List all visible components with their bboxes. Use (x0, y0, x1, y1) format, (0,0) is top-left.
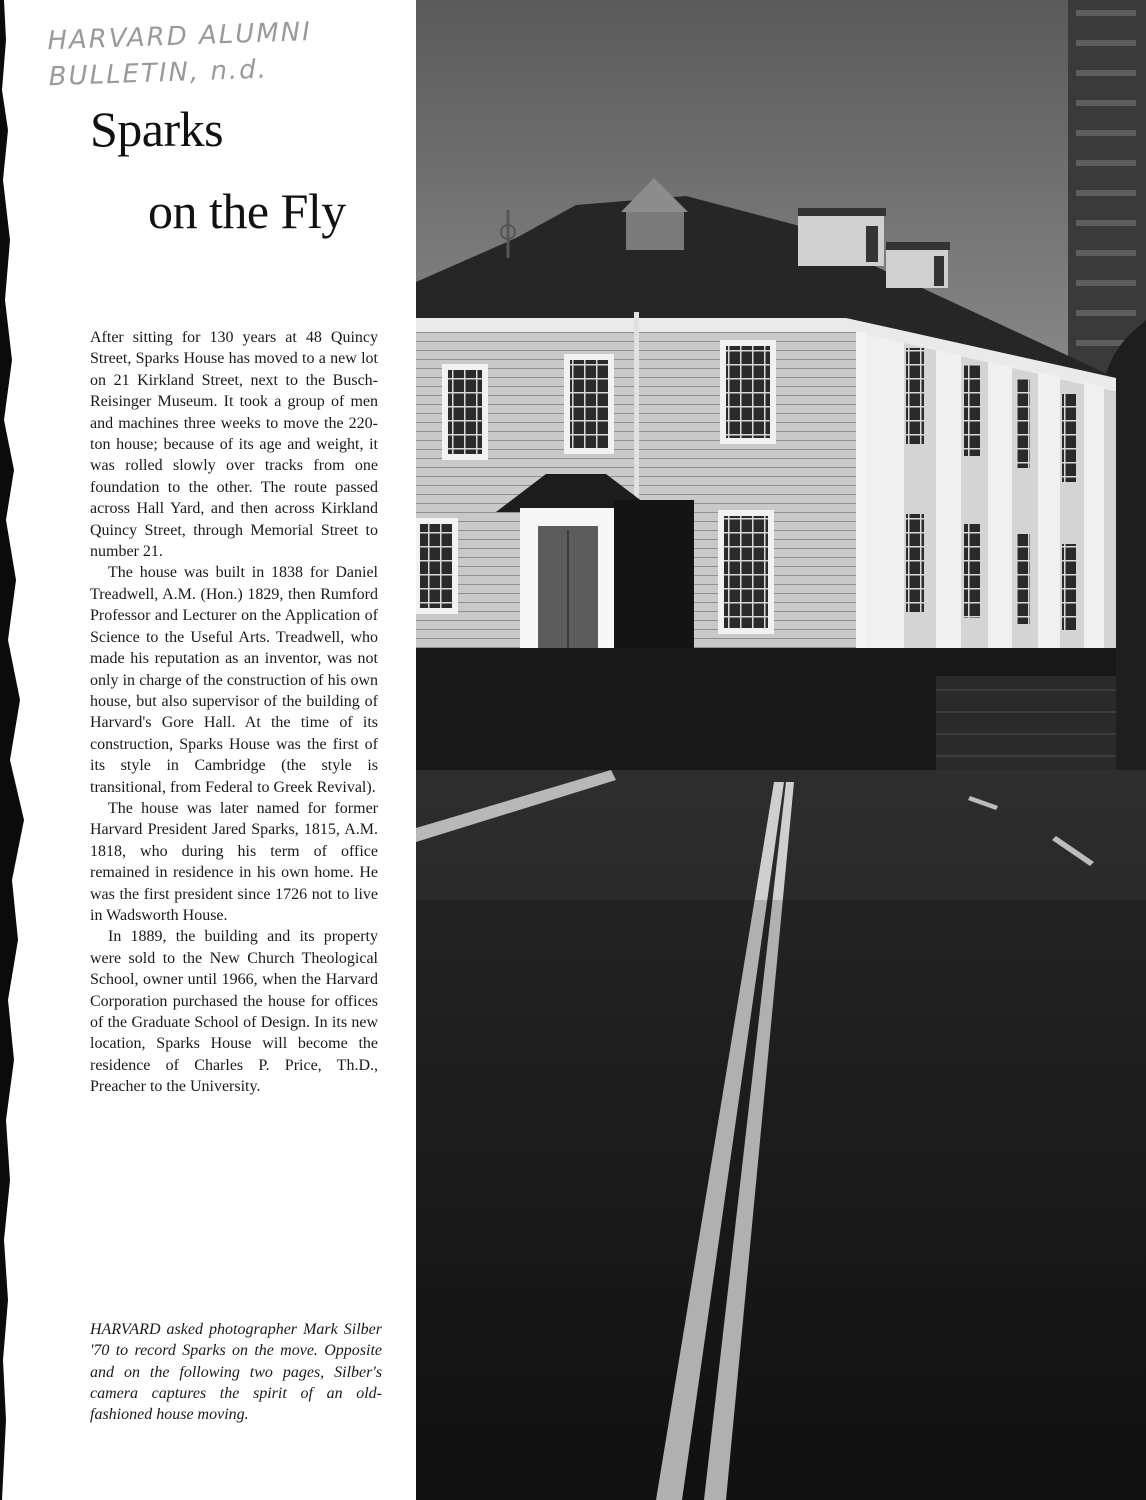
handwritten-line-1: HARVARD ALUMNI (46, 17, 313, 57)
window (720, 340, 776, 444)
article-paragraph: After sitting for 130 years at 48 Quincy Street, Sparks House has moved to a new lot on 21 Kirkland Street, next to the Busch-Reisinger Museum. It took a group of men and machines three weeks to move the 220-ton house; because of its age and weight, it was rolled slowly over tracks from one foundation to the other. The route passed across Hall Yard, and then across Kirkland Quincy Street, through Memorial Street to number 21. (90, 329, 378, 561)
article-paragraph: The house was built in 1838 for Daniel Treadwell, A.M. (Hon.) 1829, then Rumford Professor and Lecturer on the Application of Science to the Useful Arts. Treadwell, who made his reputation as an inventor, was not only in charge of the construction of his own house, but also supervisor of the building of Harvard's Gore Hall. At the time of its construction, Sparks House was the first of its style in Cambridge (the style is transitional, from Federal to Greek Revival). (90, 564, 378, 796)
torn-paper-edge (0, 0, 30, 1500)
handwritten-annotation (47, 13, 349, 95)
window (416, 518, 458, 614)
window (718, 510, 774, 634)
photo-caption: HARVARD asked photographer Mark Silber '70 to record Sparks on the move. Opposite and on the following two pages, Silber's camera captures the spirit of an old-fashioned house moving. (90, 1321, 382, 1424)
article-title-line-2: on the Fly (148, 183, 346, 239)
window (564, 354, 614, 454)
handwritten-line-2: BULLETIN, n.d. (48, 54, 269, 93)
article-paragraph: The house was later named for former Harvard President Jared Sparks, 1815, A.M. 1818, who during his term of office remained in residence in his own home. He was the first president since 1726 not to live in Wadsworth House. (90, 799, 378, 924)
article-body (90, 327, 378, 1098)
text-column (0, 0, 416, 1500)
window (442, 364, 488, 460)
house-photograph (416, 0, 1146, 1500)
article-paragraph: In 1889, the building and its property were sold to the New Church Theological School, owner until 1966, when the Harvard Corporation purchased the house for offices of the Graduate School of Design. In its new location, Sparks House will become the residence of Charles P. Price, Th.D., Preacher to the University. (90, 928, 378, 1096)
article-title-line-1: Sparks (90, 101, 224, 157)
